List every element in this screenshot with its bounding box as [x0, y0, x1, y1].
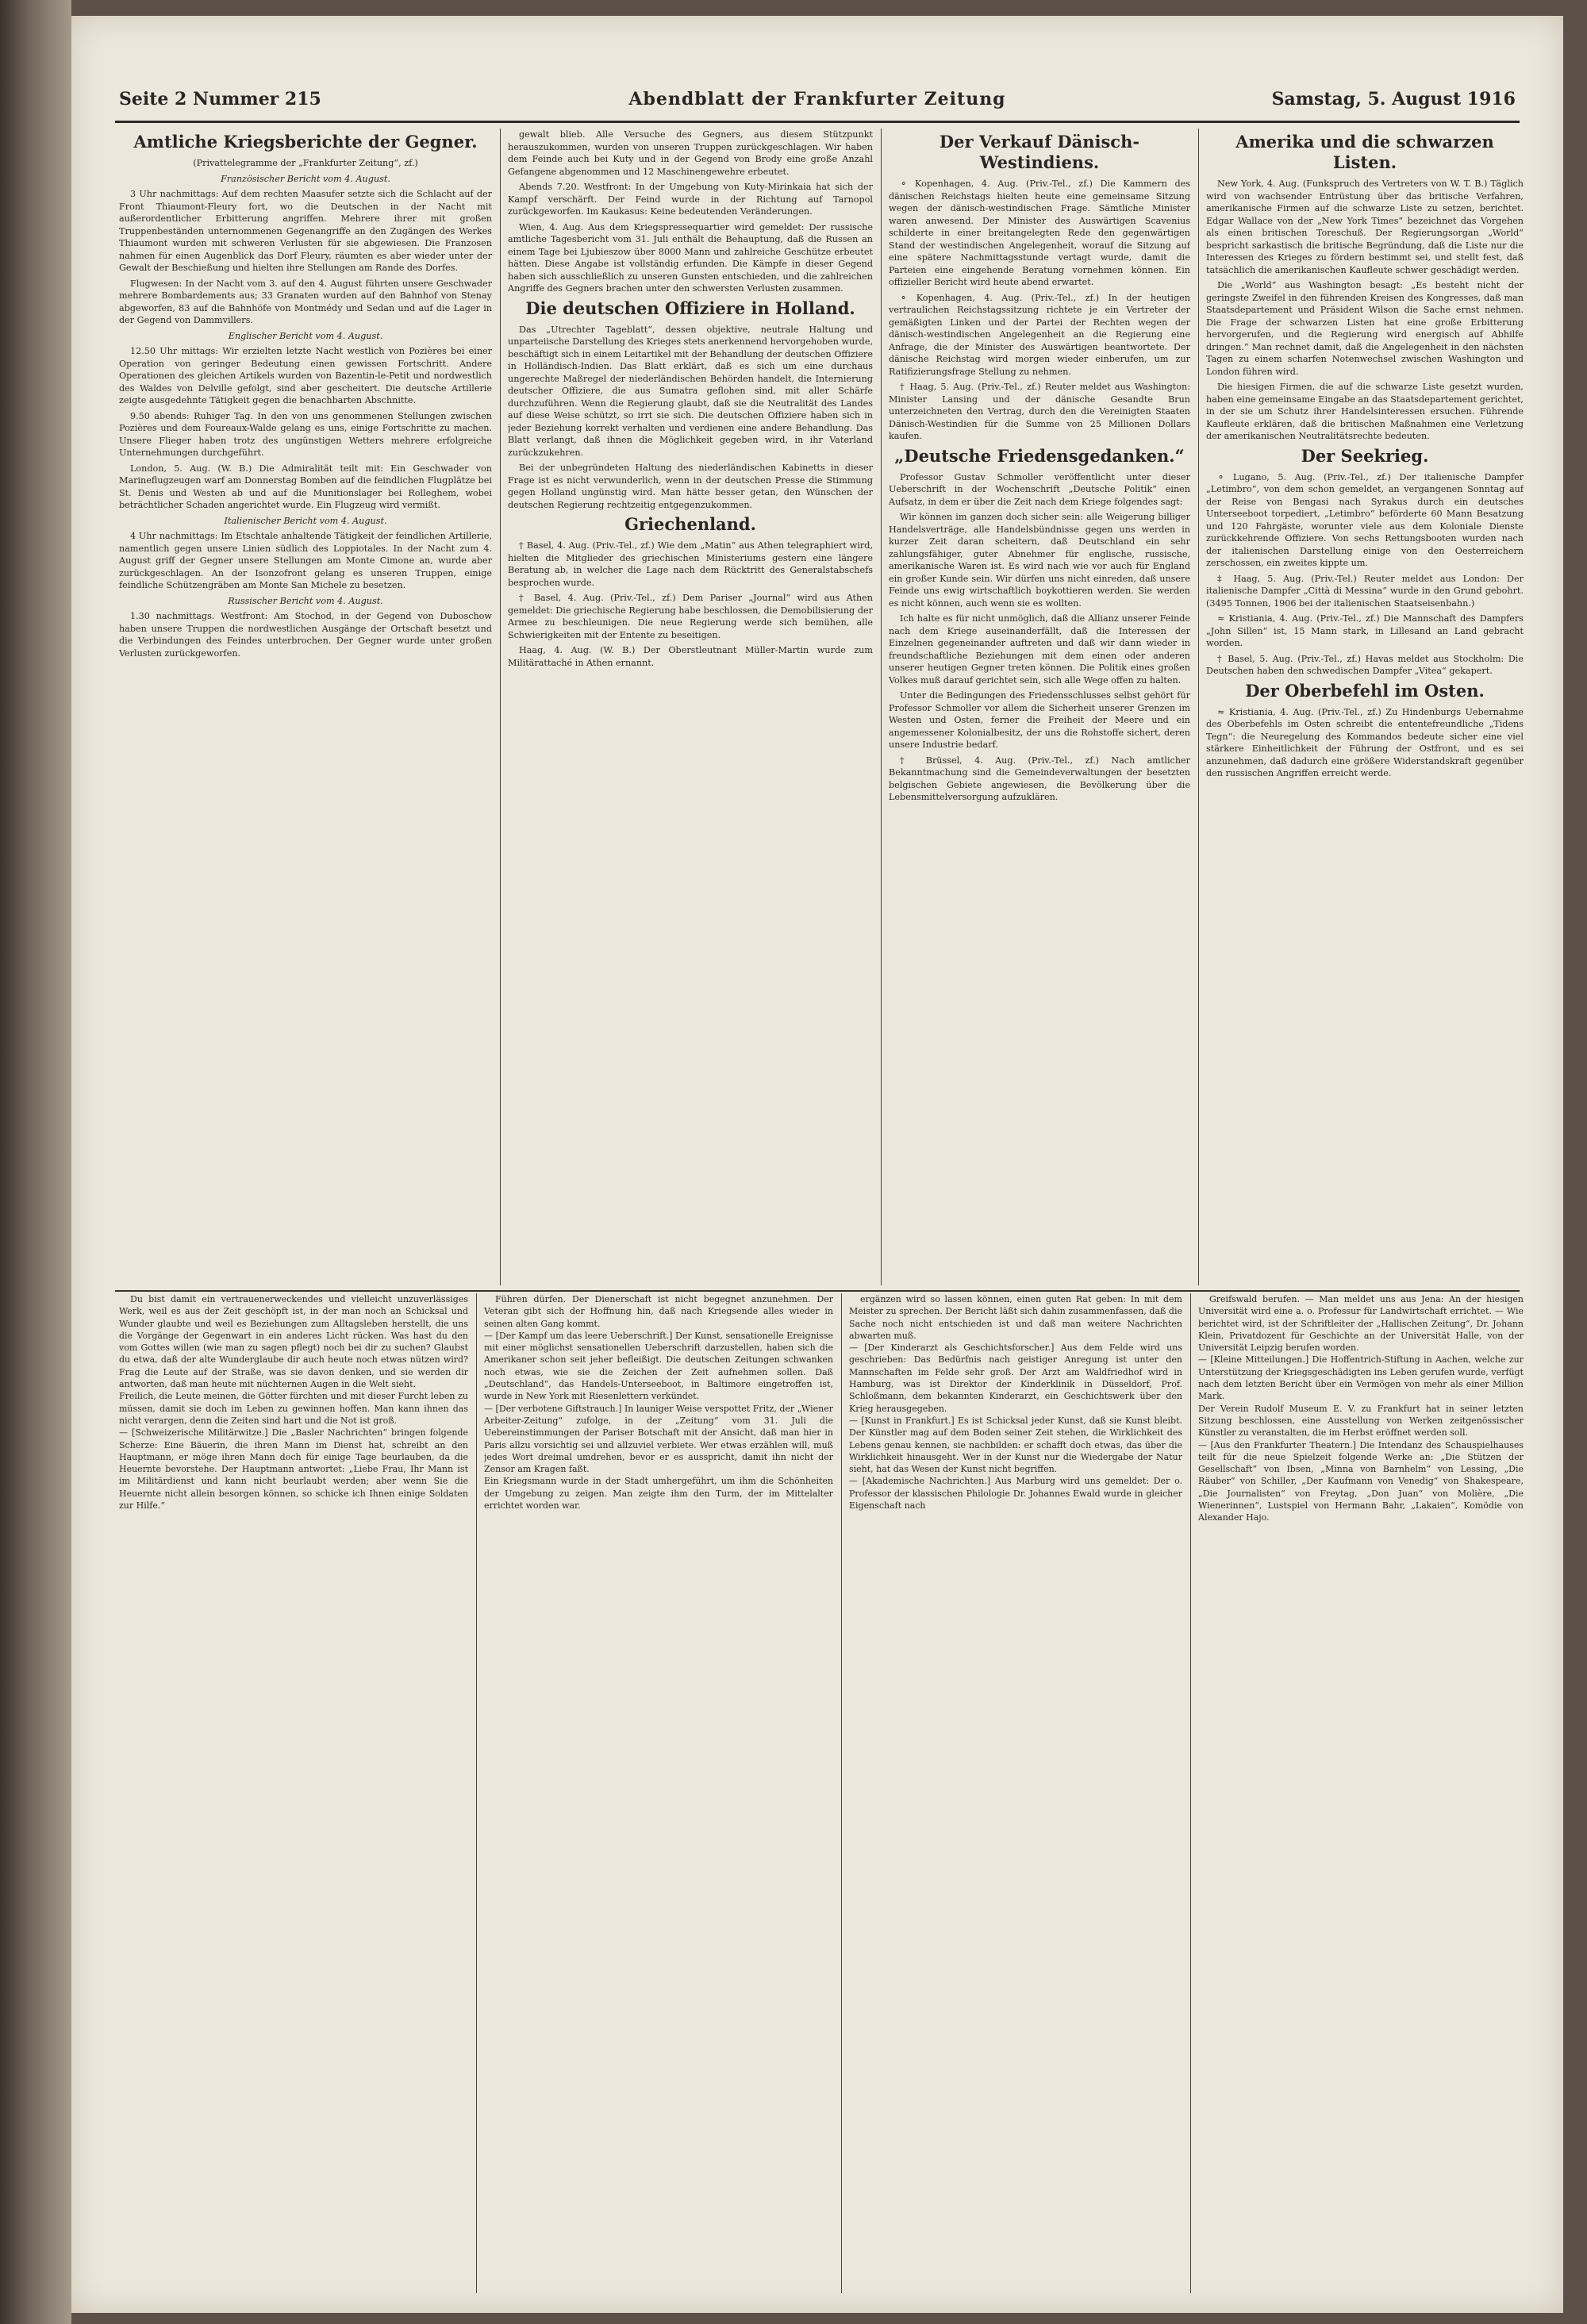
- article-paragraph: Unter die Bedingungen des Friedensschlusses selbst gehört für Professor Schmoller vor allem die Sicherheit unserer Grenzen im Westen und Osten, ferner die Freiheit der Meere und ein angemessener Kolonialbesitz, der uns die Rohstoffe sichert, deren unsere Industrie bedarf.: [889, 690, 1190, 750]
- article-title-friedensgedanken: „Deutsche Friedensgedanken.“: [894, 445, 1185, 466]
- article-paragraph: Wir können im ganzen doch sicher sein: alle Weigerung billiger Handelsverträge, alle Handelsbündnisse gegen uns werden in kurzer Zeit daran scheitern, daß Deutschland ein sehr zahlungsfähiger, guter Abnehmer für englische, russische, amerikanische Waren ist. Es wird nach wie vor auch für England ein großer Kunde sein. Wir dürfen uns nicht einreden, daß unsere Feinde uns ewig wirtschaftlich boykottieren werden. Sie werden es nicht können, auch wenn sie es wollten.: [889, 512, 1190, 609]
- article-paragraph: Ich halte es für nicht unmöglich, daß die Allianz unserer Feinde nach dem Kriege auseinanderfällt, daß die Interessen der Einzelnen gegeneinander auftreten und daß wir dann wieder in freundschaftliche Beziehungen mit dem einen oder anderen unserer heutigen Gegner treten können. Die Politik eines großen Volkes muß darauf gerichtet sein, sich alle Wege offen zu halten.: [889, 613, 1190, 686]
- article-paragraph: † Haag, 5. Aug. (Priv.-Tel., zf.) Reuter meldet aus Washington: Minister Lansing und der dänische Gesandte Brun unterzeichneten den Vertrag, durch den die Vereinigten Staaten Dänisch-Westindien für die Summe von 25 Millionen Dollars kaufen.: [889, 382, 1190, 441]
- article-paragraph: Abends 7.20. Westfront: In der Umgebung von Kuty-Mirinkaia hat sich der Kampf verschärft. Der Feind wurde in der Richtung auf Tarnopol zurückgeworfen. Im Kaukasus: Keine bedeutenden Veränderungen.: [508, 182, 873, 217]
- column-divider: [1198, 129, 1199, 1285]
- article-title-amerika: Amerika und die schwarzen Listen.: [1235, 132, 1494, 172]
- article-paragraph: London, 5. Aug. (W. B.) Die Admiralität teilt mit: Ein Geschwader von Marineflugzeugen warf am Donnerstag Bomben auf die feindlichen Flugplätze bei St. Denis und Westen ab und auf die Munitionslager bei Rolleghem, wobei beträchtlicher Schaden angerichtet wurde. Ein Flugzeug wird vermißt.: [119, 463, 492, 510]
- article-paragraph: 9.50 abends: Ruhiger Tag. In den von uns genommenen Stellungen zwischen Pozières und dem Foureaux-Walde gelang es uns, einige Fortschritte zu machen. Unsere Flieger haben trotz des ungünstigen Wetters mehrere erfolgreiche Unternehmungen durchgeführt.: [119, 410, 492, 458]
- column-divider: [1190, 1293, 1191, 2293]
- article-paragraph: † Brüssel, 4. Aug. (Priv.-Tel., zf.) Nach amtlicher Bekanntmachung sind die Gemeindeverwaltungen der besetzten belgischen Gebiete angewiesen, die Bevölkerung über die Lebensmittelversorgung aufzuklären.: [889, 755, 1190, 802]
- article-paragraph: ⚬ Lugano, 5. Aug. (Priv.-Tel., zf.) Der italienische Dampfer „Letimbro“, von dem schon gemeldet, an vergangenen Sonntag auf der Reise von Bengasi nach Syrakus durch ein deutsches Unterseeboot torpediert, „Letimbro“ beförderte 60 Mann Besatzung und 120 Fahrgäste, worunter viele aus dem Koloniale Dienste zurückkehrende Offiziere. Von sechs Rettungsbooten wurden nach der italienischen Darstellung einige von den Oesterreichern zerschossen, ein zweites kippte um.: [1206, 471, 1524, 568]
- article-subhead: Französischer Bericht vom 4. August.: [221, 173, 390, 184]
- feuilleton-text: Führen dürfen. Der Dienerschaft ist nicht begegnet anzunehmen. Der Veteran gibt sich der Hoffnung hin, daß nach Kriegsende alles wieder in seinen alten Gang kommt. — [Der Kampf um das leere Ueberschrift.] Der Kunst, sensationelle Ereignisse mit einer möglichst sensationellen Ueberschrift darzustellen, haben sich die Amerikaner schon seit jeher befleißigt. Die deutschen Zeitungen schwanken noch etwas, wie sie die Zeichen der Zeit aufnehmen sollen. Daß „Deutschland“, das Handels-Unterseeboot, in Baltimore eingetroffen ist, wurde in New York mit Riesenlettern verkündet. — [Der verbotene Giftstrauch.] In launiger Weise verspottet Fritz, der „Wiener Arbeiter-Zeitung“ zufolge, in der „Zeitung“ vom 31. Juli die Uebereinstimmungen der Pariser Botschaft mit der Ansicht, daß man hier in Paris allzu vorsichtig sei und allzuviel verbiete. Wer etwas erzählen will, muß jedes Wort dreimal umdrehen, bevor er es ausspricht, damit ihn nicht der Zensor am Kragen faßt. Ein Kriegsmann wurde in der Stadt umhergeführt, um ihm die Schönheiten der Umgebung zu zeigen. Man zeigte ihm den Turm, der im Mittelalter errichtet worden war.: [484, 1294, 833, 1512]
- article-subhead: Russischer Bericht vom 4. August.: [228, 595, 383, 606]
- newspaper-page: [71, 16, 1563, 2313]
- article-title-westindien: Der Verkauf Dänisch-Westindiens.: [939, 132, 1140, 172]
- column-divider: [881, 129, 882, 1285]
- header-masthead: Abendblatt der Frankfurter Zeitung: [628, 89, 1006, 109]
- header-rule: [115, 121, 1520, 123]
- column-divider: [476, 1293, 477, 2293]
- book-spine: [0, 0, 71, 2324]
- article-paragraph: ‡ Haag, 5. Aug. (Priv.-Tel.) Reuter meldet aus London: Der italienische Dampfer „Città di Messina“ wurde in den Grund gebohrt. (3495 Tonnen, 1906 bei der italienischen Staatseisenbahn.): [1206, 573, 1524, 609]
- feuilleton-column-3: [849, 1293, 1182, 2293]
- article-paragraph: Wien, 4. Aug. Aus dem Kriegspressequartier wird gemeldet: Der russische amtliche Tagesbericht vom 31. Juli enthält die Behauptung, daß die Russen an einem Tage bei Ljubieszow über 8000 Mann und zahlreiche Geschütze erbeutet hätten. Diese Angabe ist vollständig erfunden. Die Kämpfe in dieser Gegend haben sich ausschließlich zu unseren Gunsten entschieden, und die zahlreichen Angriffe des Gegners brachen unter den schwersten Verlusten zusammen.: [508, 221, 873, 294]
- article-title-offiziere: Die deutschen Offiziere in Holland.: [525, 298, 855, 318]
- article-subhead: Italienischer Bericht vom 4. August.: [224, 515, 387, 526]
- article-paragraph: Haag, 4. Aug. (W. B.) Der Oberstleutnant Müller-Martin wurde zum Militärattaché in Athen ernannt.: [508, 645, 873, 668]
- feuilleton-divider: [115, 1290, 1520, 1292]
- article-paragraph: ⚬ Kopenhagen, 4. Aug. (Priv.-Tel., zf.) In der heutigen vertraulichen Reichstagssitzung richtete je ein Vertreter der gemäßigten Linken und der Partei der Rechten wegen der dänisch-westindischen Angelegenheit an die Regierung eine Anfrage, die der Minister des Auswärtigen beantwortete. Der dänische Reichstag wird morgen wieder einberufen, um zur Ratifizierungsfrage Stellung zu nehmen.: [889, 292, 1190, 377]
- column-4: [1206, 129, 1524, 1285]
- article-byline: (Privattelegramme der „Frankfurter Zeitung“, zf.): [193, 158, 418, 168]
- article-title-kriegsberichte: Amtliche Kriegsberichte der Gegner.: [133, 132, 478, 152]
- article-paragraph: 4 Uhr nachmittags: Im Etschtale anhaltende Tätigkeit der feindlichen Artillerie, namentlich gegen unsere Linien südlich des Loppiotales. In der Nacht zum 4. August griff der Gegner unsere Stellungen am Monte Cimone an, wurde aber zurückgeschlagen. An der Isonzofront gelang es unseren Truppen, einige feindliche Schützengräben am Monte San Michele zu besetzen.: [119, 531, 492, 590]
- article-paragraph: ≈ Kristiania, 4. Aug. (Priv.-Tel., zf.) Zu Hindenburgs Uebernahme des Oberbefehls im Osten schreibt die ententefreundliche „Tidens Tegn“: die Neuregelung des Kommandos bedeute sicher eine viel stärkere Einheitlichkeit der Führung der Ostfront, und es sei anzunehmen, daß dadurch eine größere Widerstandskraft gegenüber den russischen Angriffen erreicht werde.: [1206, 706, 1524, 778]
- page-header: [119, 89, 1516, 121]
- article-paragraph: ≈ Kristiania, 4. Aug. (Priv.-Tel., zf.) Die Mannschaft des Dampfers „John Sillen“ ist, 15 Mann stark, in Lillesand an Land gebracht worden.: [1206, 613, 1524, 648]
- article-paragraph: † Basel, 4. Aug. (Priv.-Tel., zf.) Wie dem „Matin“ aus Athen telegraphiert wird, hielten die Mitglieder des griechischen Ministeriums gestern eine längere Beratung ab, in welcher die Lage nach dem Rücktritt des Generalstabschefs besprochen wurde.: [508, 540, 873, 588]
- article-title-griechenland: Griechenland.: [624, 514, 756, 534]
- article-paragraph: 12.50 Uhr mittags: Wir erzielten letzte Nacht westlich von Pozières bei einer Operation von geringer Bedeutung einen gewissen Fortschritt. Andere Operationen des gleichen Artikels wurden von Bazentin-le-Petit und nordwestlich des Waldes von Delville gefolgt, sind aber gescheitert. Die deutsche Artillerie zeigte ausgedehnte Tätigkeit gegen die benachbarten Abschnitte.: [119, 346, 492, 405]
- column-divider: [841, 1293, 842, 2293]
- feuilleton-column-2: [484, 1293, 833, 2293]
- article-paragraph: New York, 4. Aug. (Funkspruch des Vertreters von W. T. B.) Täglich wird von wachsender Entrüstung über das britische Verfahren, amerikanische Firmen auf die schwarze Liste zu setzen, berichtet. Edgar Wallace von der „New York Times“ bezeichnet das Vorgehen als einen britischen Toreschuß. Der Regierungsorgan „World“ bespricht sarkastisch die britische Begründung, daß die Liste nur die Interessen des Krieges zu fördern bestimmt sei, und stellt fest, daß tatsächlich die amerikanischen Kaufleute schwer geschädigt werden.: [1206, 179, 1524, 275]
- column-3: [889, 129, 1190, 1285]
- article-paragraph: Flugwesen: In der Nacht vom 3. auf den 4. August führten unsere Geschwader mehrere Bombardements aus; 33 Granaten wurden auf den Bahnhof von Stenay abgeworfen, 83 auf die Bahnhöfe von Montmédy und Sedan und auf die Lager in der Gegend von Dammvillers.: [119, 278, 492, 325]
- article-paragraph: † Basel, 4. Aug. (Priv.-Tel., zf.) Dem Pariser „Journal“ wird aus Athen gemeldet: Die griechische Regierung habe beschlossen, die Demobilisierung der Armee zu beschleunigen. Die neue Regierung werde sich bemühen, alle Schwierigkeiten mit der Entente zu beseitigen.: [508, 593, 873, 640]
- article-paragraph: Die hiesigen Firmen, die auf die schwarze Liste gesetzt wurden, haben eine gemeinsame Eingabe an das Staatsdepartement gerichtet, in der sie um Schutz ihrer Handelsinteressen ersuchen. Führende Kaufleute erklären, daß die britischen Maßnahmen eine Verletzung der amerikanischen Neutralitätsrechte bedeuten.: [1206, 382, 1524, 441]
- article-paragraph: Die „World“ aus Washington besagt: „Es besteht nicht der geringste Zweifel in den führenden Kreisen des Kongresses, daß man Staatsdepartement und Präsident Wilson die Sache ernst nehmen. Die Frage der schwarzen Listen hat eine große Erbitterung hervorgerufen, und die Regierung wird energisch auf Abhilfe dringen.“ Man rechnet damit, daß die Angelegenheit in den nächsten Tagen zu einem scharfen Notenwechsel zwischen Washington und London führen wird.: [1206, 280, 1524, 377]
- article-paragraph: gewalt blieb. Alle Versuche des Gegners, aus diesem Stützpunkt herauszukommen, wurden von unseren Truppen zurückgeschlagen. Wir haben dem Feinde auch bei Kuty und in der Gegend von Brody eine große Anzahl Gefangene abgenommen und 12 Maschinengewehre erbeutet.: [508, 129, 873, 177]
- article-paragraph: Professor Gustav Schmoller veröffentlicht unter dieser Ueberschrift in der Wochenschrift „Deutsche Politik“ einen Aufsatz, in dem er über die Zeit nach dem Kriege folgendes sagt:: [889, 471, 1190, 507]
- header-date: Samstag, 5. August 1916: [1271, 89, 1516, 109]
- article-subhead: Englischer Bericht vom 4. August.: [228, 330, 383, 341]
- article-paragraph: 1.30 nachmittags. Westfront: Am Stochod, in der Gegend von Duboschow haben unsere Truppen die nordwestlichen Ausgänge der Ortschaft besetzt und die Verbindungen des Feindes unterbrochen. Der Gegner wurde unter großen Verlusten zurückgeworfen.: [119, 611, 492, 659]
- feuilleton-column-1: [119, 1293, 468, 2293]
- article-paragraph: ⚬ Kopenhagen, 4. Aug. (Priv.-Tel., zf.) Die Kammern des dänischen Reichstags hielten heute eine gemeinsame Sitzung wegen der dänisch-westindischen Frage. Sämtliche Minister waren anwesend. Der Minister des Auswärtigen Scavenius schilderte in einer breitangelegten Rede den gegenwärtigen Stand der westindischen Angelegenheit, worauf die Sitzung auf eine spätere Nachmittagsstunde vertagt wurde, damit die Parteien eine eingehende Beratung vornehmen können. Ein offizieller Bericht wird heute abend erwartet.: [889, 179, 1190, 287]
- column-1: [119, 129, 492, 1285]
- feuilleton-text: Du bist damit ein vertrauenerweckendes und vielleicht unzuverlässiges Werk, weil es aus der Zeit geschöpft ist, in der man noch an Schicksal und Wunder glaubte und weil es Beziehungen zum Alltagsleben herstellt, die uns die Vorgänge der Gegenwart in ein anderes Licht rücken. Was hast du den vom Gottes willen (wie man zu sagen pflegt) noch bei dir zu suchen? Glaubst du etwa, daß der alte Wunderglaube dir auch heute noch etwas nützen wird? Frag die Leute auf der Straße, was sie davon denken, und sie werden dir antworten, daß man heute mit nüchternen Augen in die Welt sieht. Freilich, die Leute meinen, die Götter fürchten und mit dieser Furcht leben zu müssen, damit sie doch im Leben zu gewinnen hoffen. Man kann ihnen das nicht verargen, denn die Zeiten sind hart und die Not ist groß. — [Schweizerische Militärwitze.] Die „Basler Nachrichten“ bringen folgende Scherze: Eine Bäuerin, die ihren Mann im Dienst hat, schreibt an den Hauptmann, er möge ihren Mann doch für einige Tage beurlauben, da die Heuernte bevorstehe. Der Hauptmann antwortet: „Liebe Frau, Ihr Mann ist im Militärdienst und kann nicht beurlaubt werden; aber wenn Sie die Heuernte nicht allein besorgen können, so schicke ich Ihnen einige Soldaten zur Hilfe.“: [119, 1294, 468, 1512]
- feuilleton-text: ergänzen wird so lassen können, einen guten Rat geben: In mit dem Meister zu sprechen. Der Bericht läßt sich dahin zusammenfassen, daß die Sache noch nicht entschieden ist und daß man weitere Nachrichten abwarten muß. — [Der Kinderarzt als Geschichtsforscher.] Aus dem Felde wird uns geschrieben: Das Bedürfnis nach geistiger Anregung ist unter den Mannschaften im Felde sehr groß. Der Arzt am Waldfriedhof wird in Hamburg, was ist Direktor der Kinderklinik in Düsseldorf, Prof. Schloßmann, dem bekannten Kinderarzt, ein Geschichtswerk über den Krieg herausgegeben. — [Kunst in Frankfurt.] Es ist Schicksal jeder Kunst, daß sie Kunst bleibt. Der Künstler mag auf dem Boden seiner Zeit stehen, die Wirklichkeit des Lebens genau kennen, sie nachbilden: er schafft doch etwas, das über die Wirklichkeit hinausgeht. Wer in der Kunst nur die Wiedergabe der Natur sieht, hat das Wesen der Kunst nicht begriffen. — [Akademische Nachrichten.] Aus Marburg wird uns gemeldet: Der o. Professor der klassischen Philologie Dr. Johannes Ewald wurde in gleicher Eigenschaft nach: [849, 1294, 1182, 1512]
- feuilleton-column-4: [1198, 1293, 1524, 2293]
- article-paragraph: 3 Uhr nachmittags: Auf dem rechten Maasufer setzte sich die Schlacht auf der Front Thiaumont-Fleury fort, wo die Deutschen in der Nacht mit außerordentlicher Erbitterung angriffen. Mehrere ihrer mit großen Truppenbeständen unternommenen Gegenangriffe an den Zugängen des Werkes Thiaumont wurden mit schweren Verlusten für sie abgewiesen. Die Franzosen nahmen für einen Augenblick das Dorf Fleury, räumten es aber wieder unter der Gewalt der Beschießung und hielten ihre Stellungen am Rande des Dorfes.: [119, 189, 492, 273]
- article-paragraph: Das „Utrechter Tageblatt“, dessen objektive, neutrale Haltung und unparteiische Darstellung des Krieges stets anerkennend hervorgehoben wurde, beschäftigt sich in einem Leitartikel mit der Behandlung der deutschen Offiziere in Holländisch-Indien. Das Blatt erklärt, daß es sich um eine durchaus ungerechte Maßregel der niederländischen Behörden handelt, die Internierung deutscher Offiziere, die aus Sumatra geflohen sind, mit aller Schärfe durchzuführen. Wenn die Regierung glaubt, daß sie die Neutralität des Landes auf diese Weise schützt, so irrt sie sich. Die deutschen Offiziere haben sich in jeder Beziehung korrekt verhalten und verdienen eine andere Behandlung. Das Blatt verlangt, daß ihnen die Möglichkeit gegeben wird, in ihr Vaterland zurückzukehren.: [508, 324, 873, 458]
- column-2: [508, 129, 873, 1285]
- article-title-oberbefehl: Der Oberbefehl im Osten.: [1245, 680, 1485, 701]
- article-title-seekrieg: Der Seekrieg.: [1301, 445, 1429, 466]
- column-divider: [500, 129, 501, 1285]
- article-paragraph: † Basel, 5. Aug. (Priv.-Tel., zf.) Havas meldet aus Stockholm: Die Deutschen haben den schwedischen Dampfer „Vitea“ gekapert.: [1206, 653, 1524, 676]
- header-page-number: Seite 2 Nummer 215: [119, 89, 321, 109]
- feuilleton-text: Greifswald berufen. — Man meldet uns aus Jena: An der hiesigen Universität wird eine a. o. Professur für Landwirtschaft errichtet. — Wie berichtet wird, ist der Schriftleiter der „Hallischen Zeitung“, Dr. Johann Klein, Privatdozent für Geschichte an der Universität Halle, von der Universität Leipzig berufen worden. — [Kleine Mitteilungen.] Die Hoffentrich-Stiftung in Aachen, welche zur Unterstützung der Kriegsgeschädigten ins Leben gerufen wurde, verfügt nach dem letzten Bericht über ein Vermögen von mehr als einer Million Mark. Der Verein Rudolf Museum E. V. zu Frankfurt hat in seiner letzten Sitzung beschlossen, eine Ausstellung von Werken zeitgenössischer Künstler zu veranstalten, die im Herbst eröffnet werden soll. — [Aus den Frankfurter Theatern.] Die Intendanz des Schauspielhauses teilt für die neue Spielzeit folgende Werke an: „Die Stützen der Gesellschaft“ von Ibsen, „Minna von Barnhelm“ von Lessing, „Die Räuber“ von Schiller, „Der Kaufmann von Venedig“ von Shakespeare, „Die Journalisten“ von Freytag, „Don Juan“ von Molière, „Die Wienerinnen“, Lustspiel von Hermann Bahr, „Lakaien“, Komödie von Alexander Hajo.: [1198, 1294, 1524, 1523]
- article-paragraph: Bei der unbegründeten Haltung des niederländischen Kabinetts in dieser Frage ist es nicht verwunderlich, wenn in der deutschen Presse die Stimmung gegen Holland ungünstig wird. Man hätte besser getan, den Wünschen der deutschen Regierung rechtzeitig entgegenzukommen.: [508, 463, 873, 510]
